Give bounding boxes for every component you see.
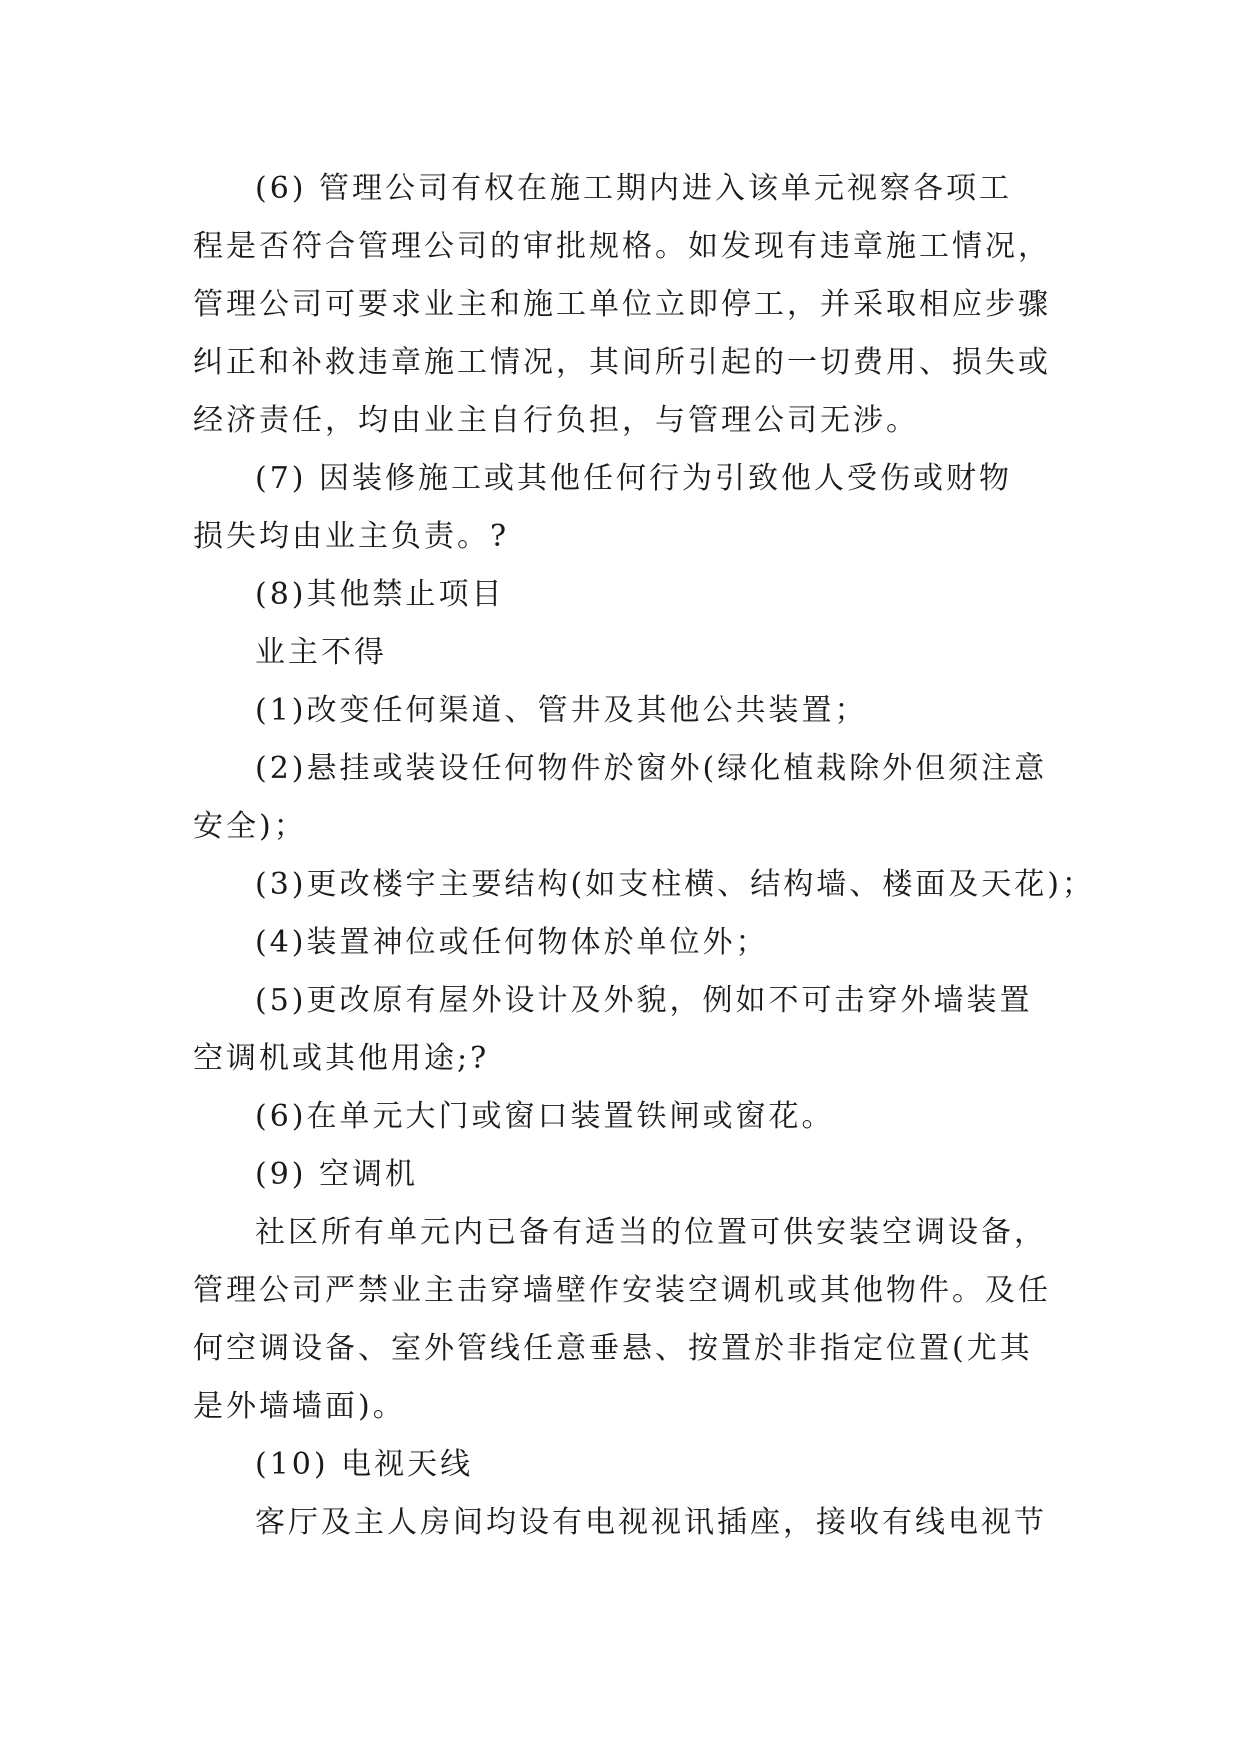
paragraph-line: 程是否符合管理公司的审批规格。如发现有违章施工情况， [193,229,1051,264]
list-item: (3)更改楼宇主要结构(如支柱横、结构墙、楼面及天花)； [255,867,1095,902]
list-item: (1)改变任何渠道、管井及其他公共装置； [255,693,868,728]
paragraph-line: 管理公司可要求业主和施工单位立即停工，并采取相应步骤 [193,287,1051,322]
paragraph-line: 损失均由业主负责。? [193,519,510,554]
paragraph-line: 何空调设备、室外管线任意垂悬、按置於非指定位置(尤其 [193,1331,1033,1366]
paragraph-line: 经济责任，均由业主自行负担，与管理公司无涉。 [193,403,919,438]
list-item-continuation: 空调机或其他用途;? [193,1041,490,1076]
paragraph-line: 客厅及主人房间均设有电视视讯插座，接收有线电视节 [255,1505,1047,1540]
list-item: (5)更改原有屋外设计及外貌，例如不可击穿外墙装置 [255,983,1033,1018]
paragraph-line: (7) 因装修施工或其他任何行为引致他人受伤或财物 [255,461,1013,496]
list-item: (2)悬挂或装设任何物件於窗外(绿化植栽除外但须注意 [255,751,1048,786]
paragraph-line: 社区所有单元内已备有适当的位置可供安装空调设备， [255,1215,1047,1250]
paragraph-line: 纠正和补救违章施工情况，其间所引起的一切费用、损失或 [193,345,1051,380]
section-heading: (9) 空调机 [255,1157,419,1192]
list-item: (4)装置神位或任何物体於单位外； [255,925,769,960]
paragraph-line: 是外墙墙面)。 [193,1389,406,1424]
paragraph-line: (6) 管理公司有权在施工期内进入该单元视察各项工 [255,171,1013,206]
paragraph-line: 业主不得 [255,635,387,670]
section-heading: (8)其他禁止项目 [255,577,505,612]
section-heading: (10) 电视天线 [255,1447,474,1482]
list-item: (6)在单元大门或窗口装置铁闸或窗花。 [255,1099,835,1134]
document-body [193,160,1095,1552]
list-item-continuation: 安全)； [193,809,307,844]
paragraph-line: 管理公司严禁业主击穿墙壁作安装空调机或其他物件。及任 [193,1273,1051,1308]
